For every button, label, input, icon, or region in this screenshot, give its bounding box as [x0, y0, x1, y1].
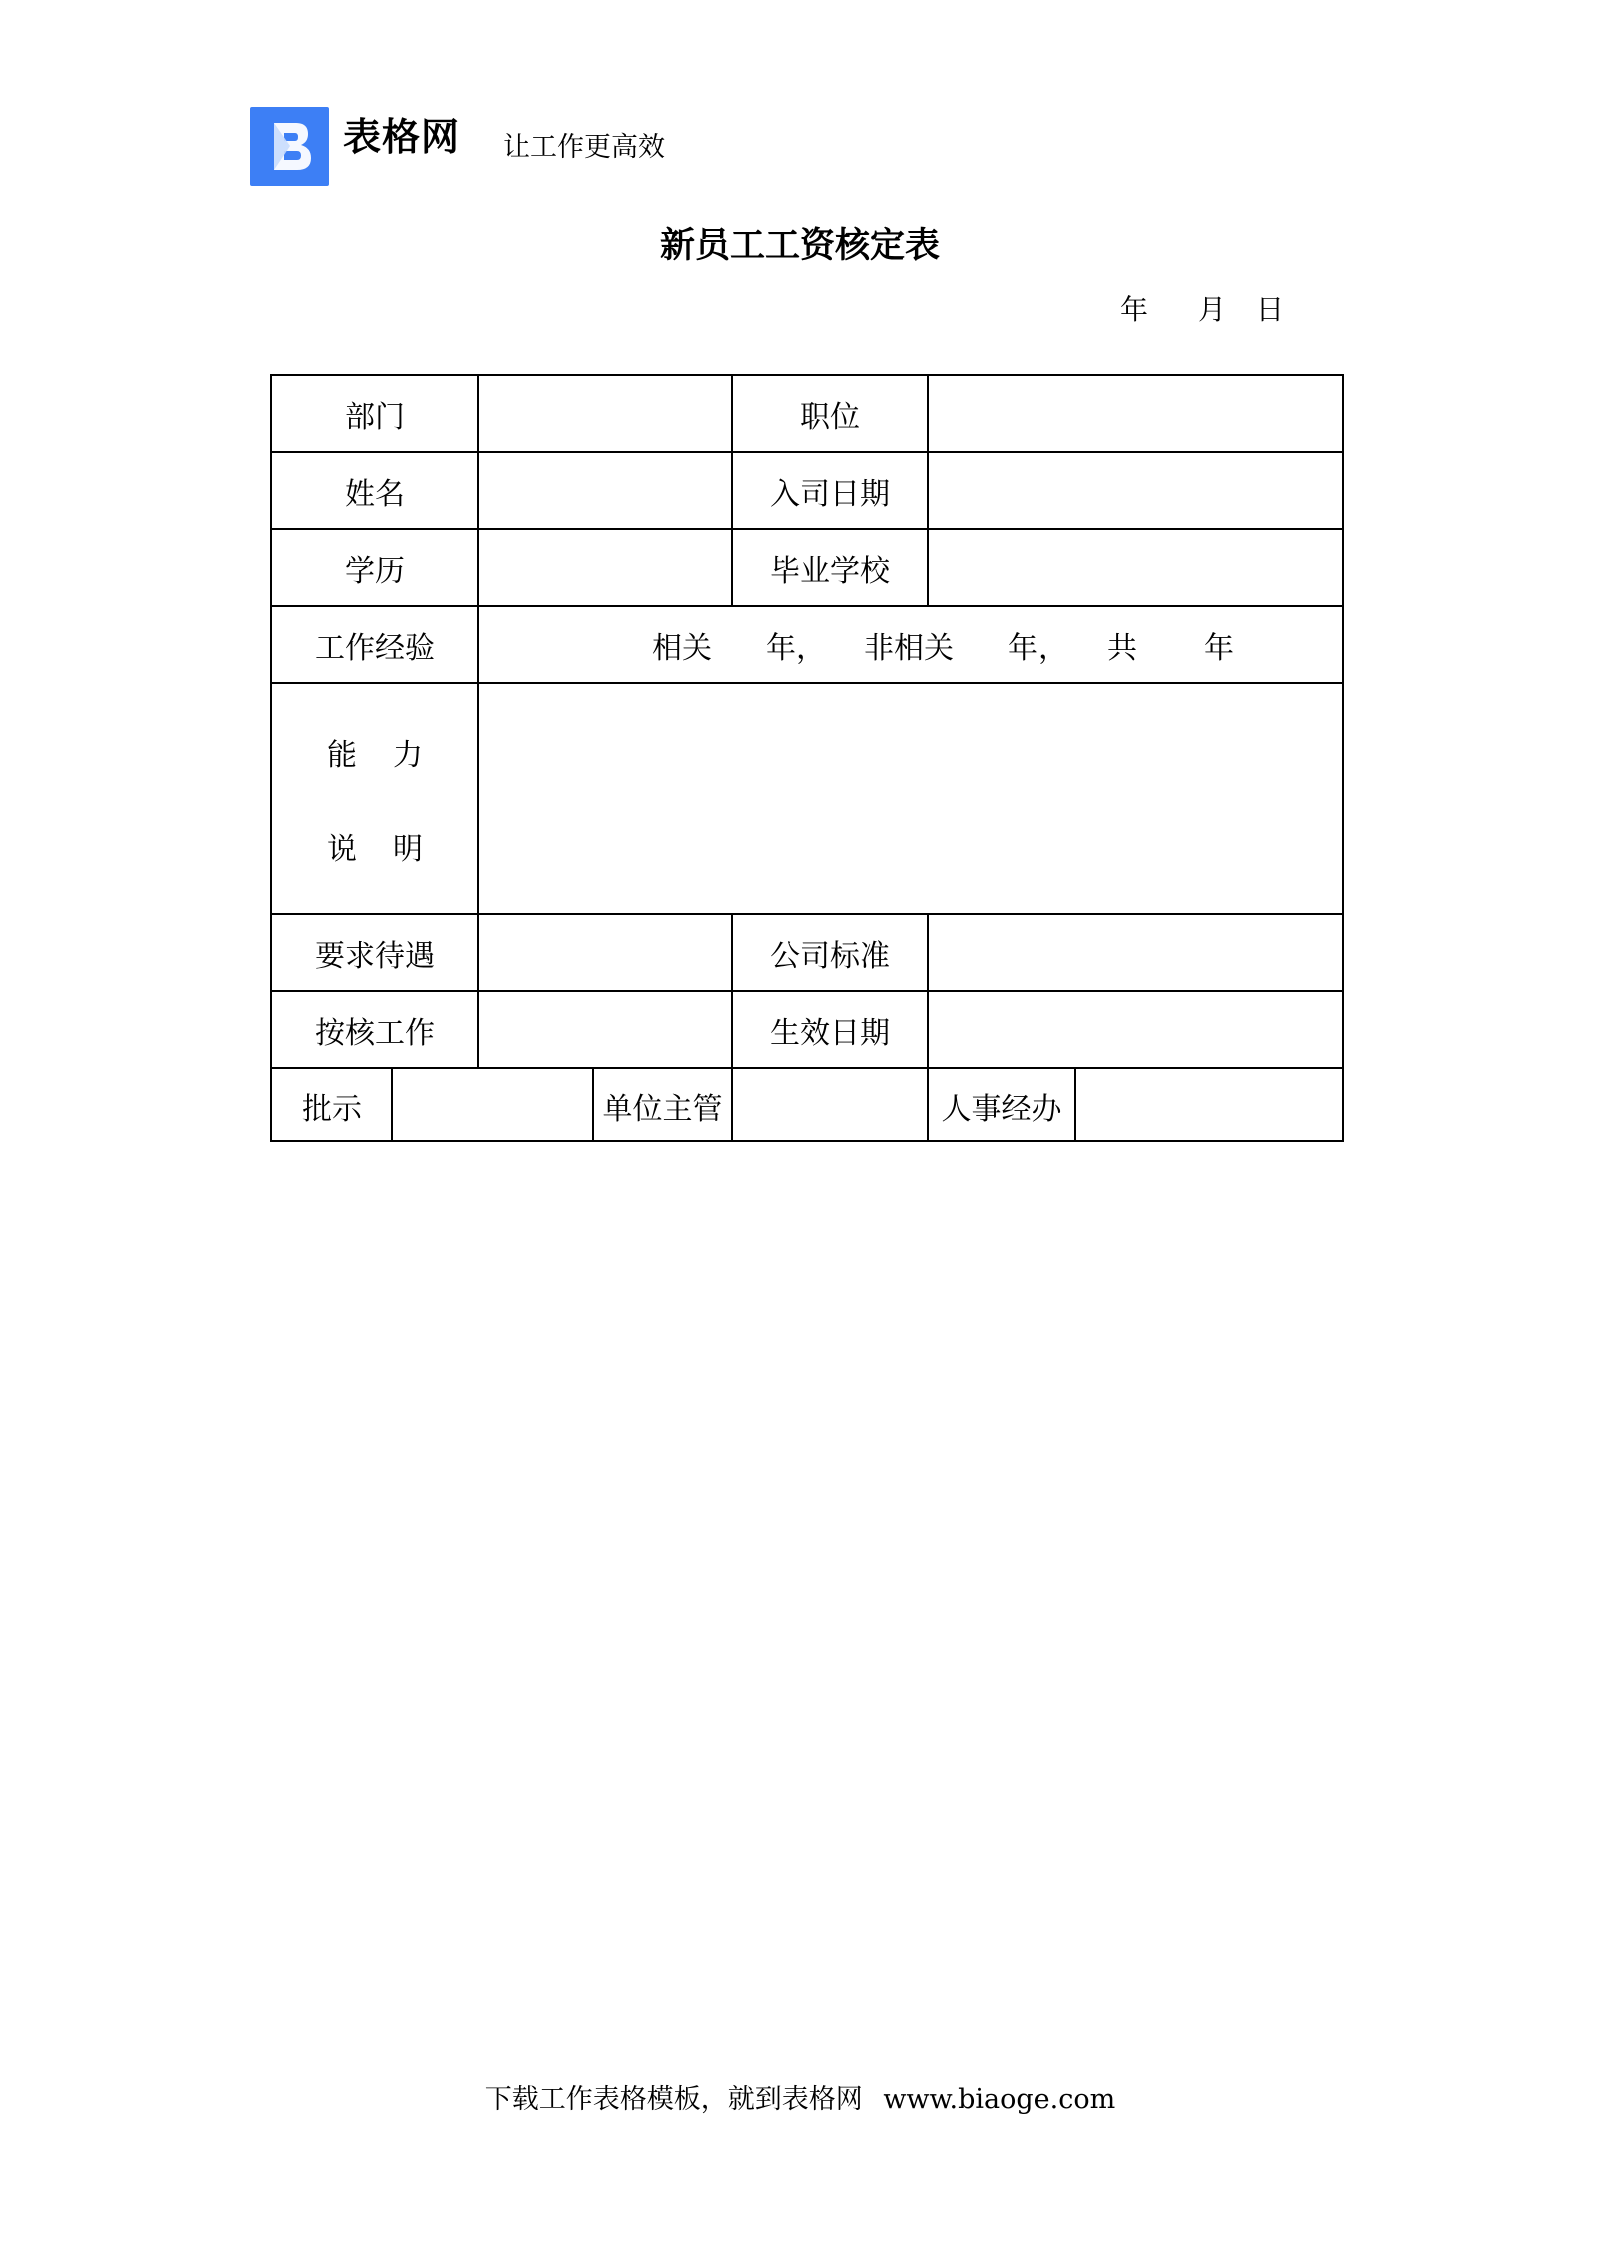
table-row: [272, 684, 1342, 915]
brand-slogan: 让工作更高效: [503, 132, 665, 163]
department-field[interactable]: [479, 376, 731, 451]
requested-pay-label: 要求待遇: [315, 938, 435, 974]
table-row: [272, 453, 1342, 530]
date-year-label: 年: [1120, 293, 1149, 326]
table-row: [272, 376, 1342, 453]
name-label: 姓名: [345, 476, 405, 512]
table-row: [272, 915, 1342, 992]
join-date-label: 入司日期: [770, 476, 890, 512]
approved-pay-label: 按核工作: [315, 1015, 435, 1051]
company-standard-label: 公司标准: [770, 938, 890, 974]
effective-date-field[interactable]: [929, 992, 1342, 1067]
unit-head-label: 单位主管: [602, 1091, 723, 1127]
approval-label: 批示: [302, 1091, 362, 1127]
effective-date-label: 生效日期: [770, 1015, 890, 1051]
school-field[interactable]: [929, 530, 1342, 605]
unit-head-field[interactable]: [733, 1069, 927, 1142]
table-row: [272, 1069, 1342, 1142]
footer-text: 下载工作表格模板，就到表格网: [484, 2084, 863, 2115]
department-label: 部门: [345, 399, 405, 435]
school-label: 毕业学校: [770, 553, 890, 589]
experience-year-text: 年: [1204, 630, 1234, 666]
experience-total-text: 共: [1107, 630, 1137, 666]
position-field[interactable]: [929, 376, 1342, 451]
company-standard-field[interactable]: [929, 915, 1342, 990]
ability-label: [272, 684, 478, 913]
approval-field[interactable]: [393, 1069, 592, 1142]
page-title: 新员工工资核定表: [659, 225, 940, 266]
education-field[interactable]: [479, 530, 731, 605]
approved-pay-field[interactable]: [479, 992, 731, 1067]
footer: [0, 2086, 1600, 2113]
ability-label-line-2: 说明: [327, 831, 459, 867]
table-row: [272, 607, 1342, 684]
experience-year-text: 年，: [1008, 630, 1068, 666]
hr-handler-label: 人事经办: [941, 1091, 1062, 1127]
footer-url-link[interactable]: www.biaoge.com: [883, 2084, 1116, 2115]
experience-unrelated-text: 非相关: [864, 630, 954, 666]
experience-year-text: 年，: [766, 630, 826, 666]
experience-label: 工作经验: [315, 630, 435, 666]
education-label: 学历: [345, 553, 405, 589]
experience-related-text: 相关: [652, 630, 712, 666]
brand-name: 表格网: [343, 115, 461, 159]
ability-field[interactable]: [479, 684, 1342, 913]
brand-logo: [250, 107, 329, 186]
ability-label-line-1: 能力: [327, 737, 459, 773]
requested-pay-field[interactable]: [479, 915, 731, 990]
position-label: 职位: [800, 399, 860, 435]
hr-handler-field[interactable]: [1076, 1069, 1342, 1142]
table-row: [272, 992, 1342, 1069]
date-day-label: 日: [1256, 293, 1285, 326]
join-date-field[interactable]: [929, 453, 1342, 528]
name-field[interactable]: [479, 453, 731, 528]
salary-form-table: [270, 374, 1344, 1142]
b-letter-logo-icon: [250, 107, 329, 186]
table-row: [272, 530, 1342, 607]
date-month-label: 月: [1198, 293, 1227, 326]
